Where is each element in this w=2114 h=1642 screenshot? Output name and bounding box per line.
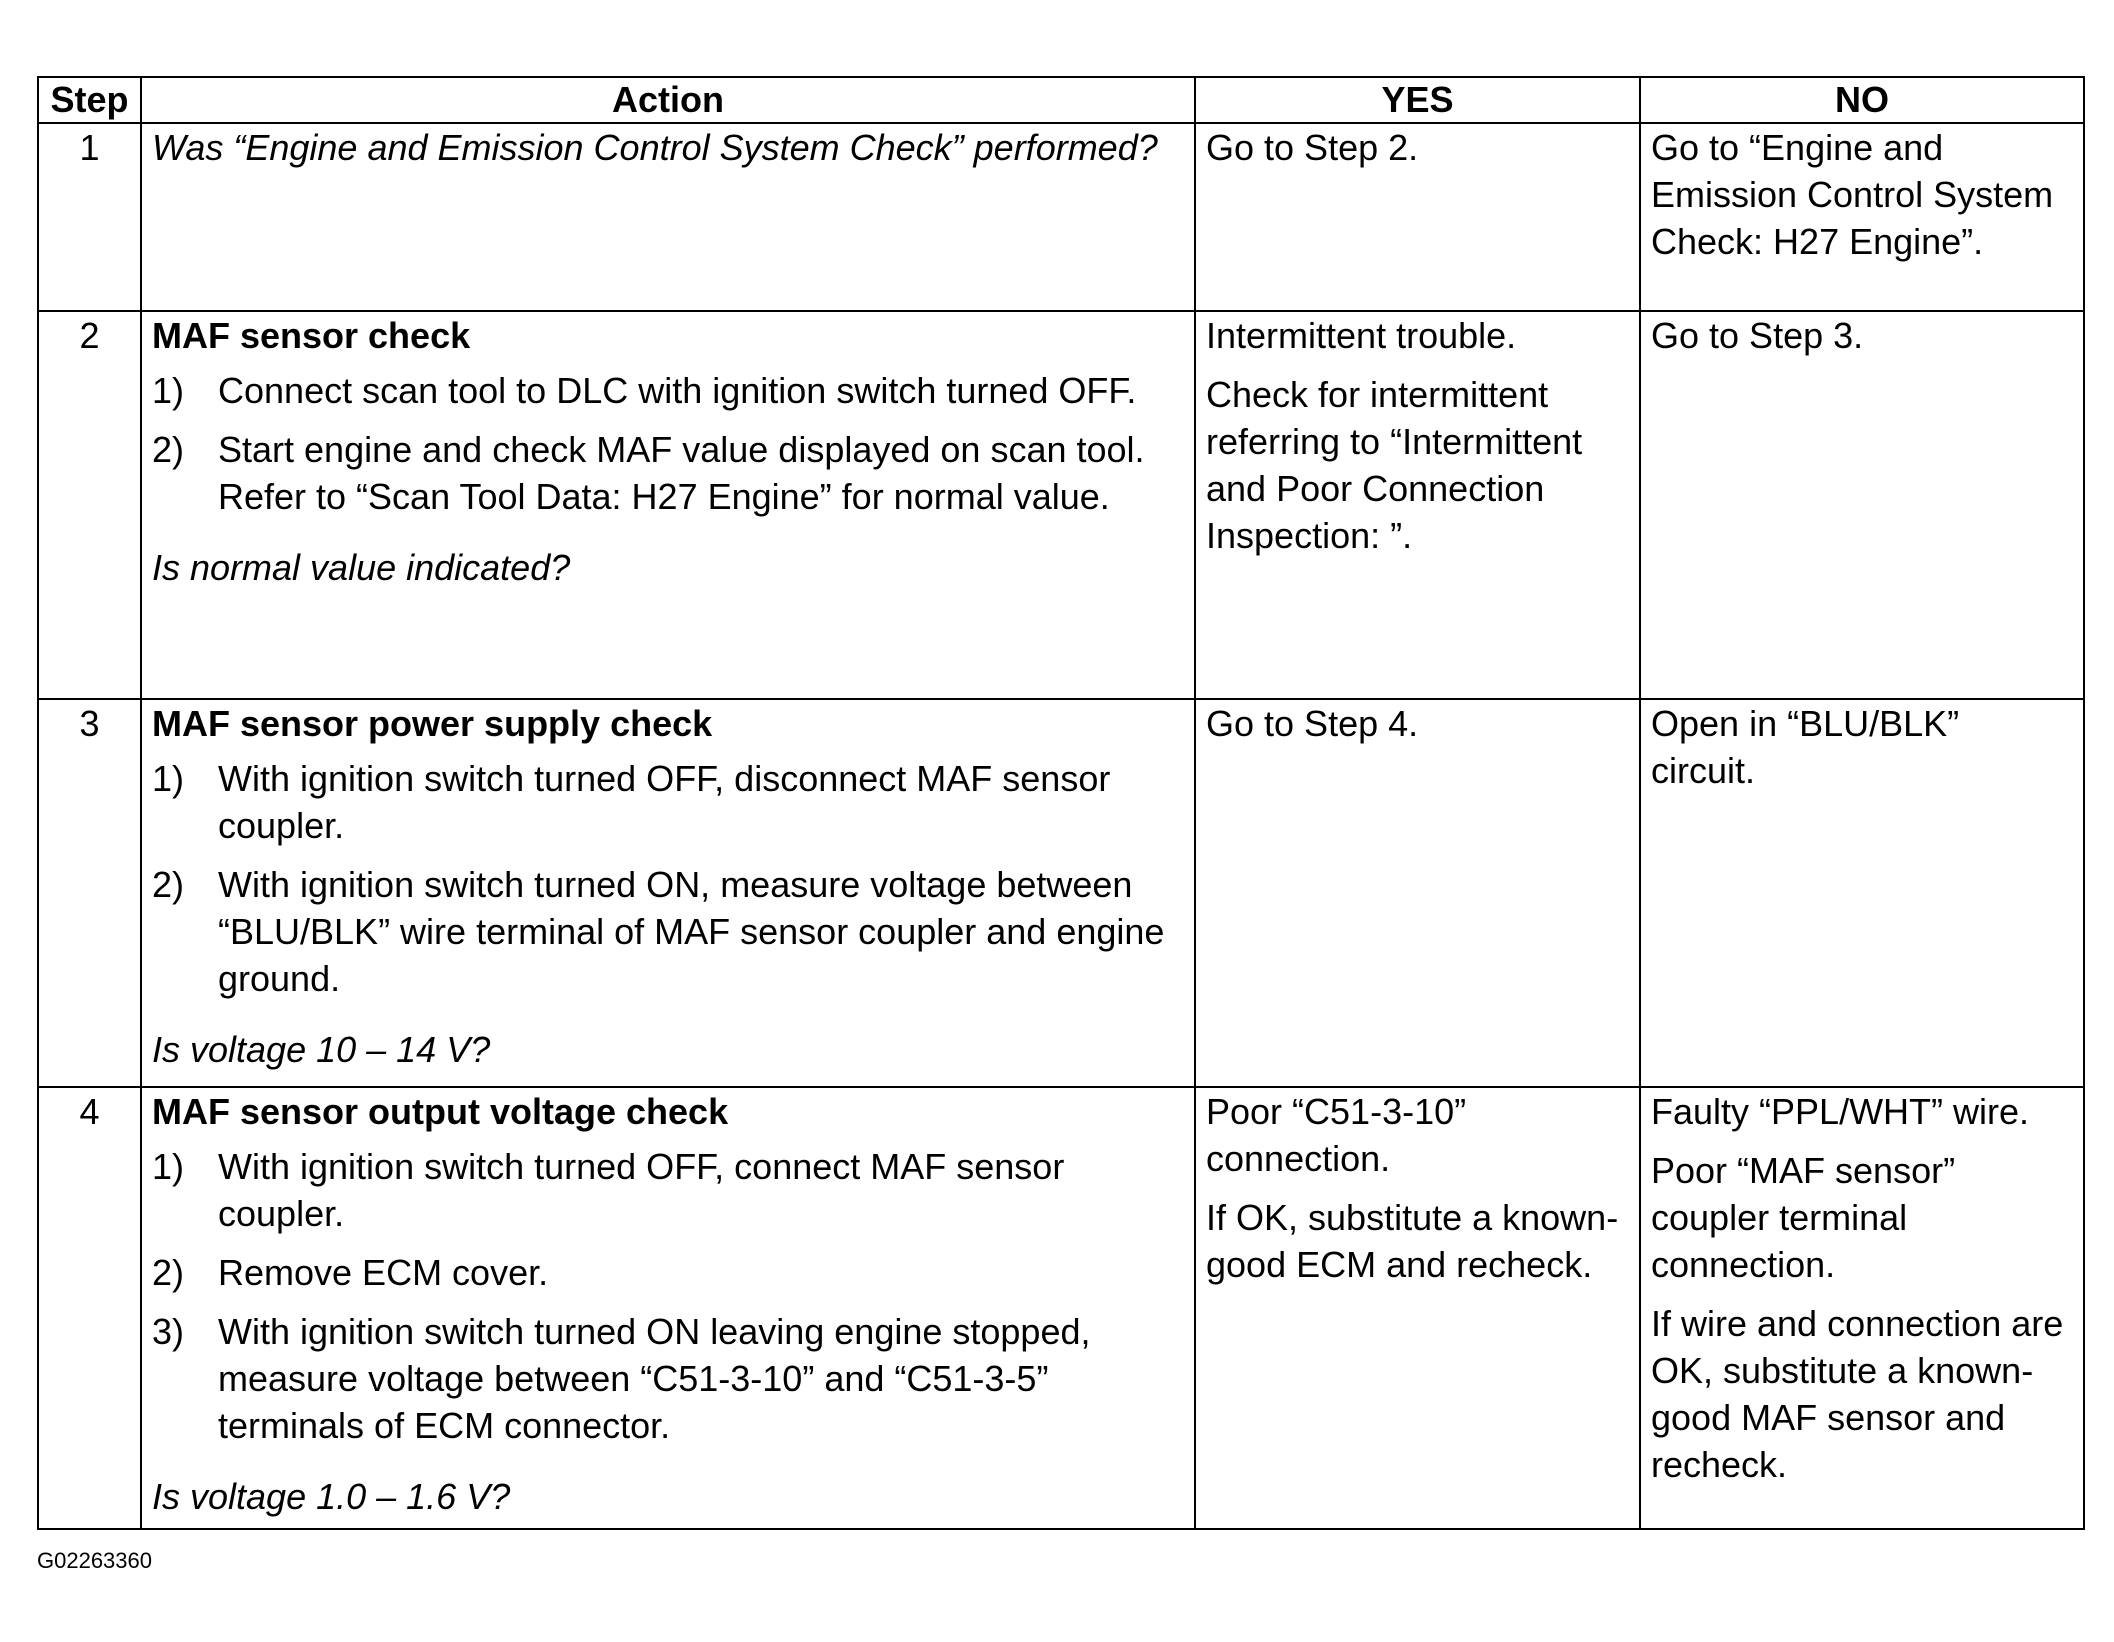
yes-cell <box>1195 1087 1640 1529</box>
no-text: Poor “MAF sensor” coupler terminal connection. <box>1651 1150 1956 1285</box>
list-item <box>152 367 1184 414</box>
action-title: MAF sensor output voltage check <box>152 1091 729 1132</box>
list-item-number: 2) <box>152 1252 185 1293</box>
yes-text: Go to Step 4. <box>1206 703 1419 744</box>
action-steps <box>152 1143 1184 1449</box>
step-number: 1 <box>38 123 141 311</box>
no-text: If wire and connection are OK, substitute a known-good MAF sensor and recheck. <box>1651 1303 2064 1485</box>
action-question: Is voltage 10 – 14 V? <box>152 1029 491 1070</box>
list-item-text: With ignition switch turned OFF, disconnect MAF sensor coupler. <box>218 758 1111 846</box>
yes-text: Poor “C51-3-10” connection. <box>1206 1091 1467 1179</box>
list-item-number: 1) <box>152 370 185 411</box>
list-item-number: 1) <box>152 1146 185 1187</box>
no-cell <box>1640 699 2084 1087</box>
figure-id: G02263360 <box>37 1548 152 1573</box>
action-cell <box>141 311 1195 699</box>
list-item-number: 2) <box>152 864 185 905</box>
list-item-text: With ignition switch turned ON leaving engine stopped, measure voltage between “C51-3-10” and “C51-3-5” terminals of ECM connector. <box>218 1311 1091 1446</box>
diagnostic-table <box>37 76 2085 1530</box>
no-cell <box>1640 123 2084 311</box>
action-steps <box>152 367 1184 520</box>
yes-text: Go to Step 2. <box>1206 127 1419 168</box>
yes-cell <box>1195 123 1640 311</box>
list-item <box>152 426 1184 520</box>
yes-cell <box>1195 699 1640 1087</box>
step-number: 4 <box>38 1087 141 1529</box>
list-item-text: With ignition switch turned OFF, connect MAF sensor coupler. <box>218 1146 1065 1234</box>
header-row <box>38 77 2084 123</box>
no-cell <box>1640 1087 2084 1529</box>
list-item-text: Connect scan tool to DLC with ignition switch turned OFF. <box>218 370 1137 411</box>
yes-text: Check for intermittent referring to “Intermittent and Poor Connection Inspection: ”. <box>1206 374 1583 556</box>
list-item <box>152 1249 1184 1296</box>
yes-text: Intermittent trouble. <box>1206 315 1517 356</box>
header-step: Step <box>38 77 141 123</box>
header-action: Action <box>141 77 1195 123</box>
table-row <box>38 1087 2084 1529</box>
table-row <box>38 123 2084 311</box>
list-item <box>152 1143 1184 1237</box>
list-item <box>152 755 1184 849</box>
yes-text: If OK, substitute a known-good ECM and recheck. <box>1206 1197 1619 1285</box>
list-item-text: Remove ECM cover. <box>218 1252 549 1293</box>
list-item-number: 2) <box>152 429 185 470</box>
action-question: Is voltage 1.0 – 1.6 V? <box>152 1476 511 1517</box>
no-cell <box>1640 311 2084 699</box>
step-number: 2 <box>38 311 141 699</box>
action-question: Was “Engine and Emission Control System Check” performed? <box>152 127 1158 168</box>
table-row <box>38 699 2084 1087</box>
action-title: MAF sensor power supply check <box>152 703 713 744</box>
list-item-number: 3) <box>152 1311 185 1352</box>
yes-cell <box>1195 311 1640 699</box>
header-yes: YES <box>1195 77 1640 123</box>
action-cell <box>141 1087 1195 1529</box>
list-item-number: 1) <box>152 758 185 799</box>
no-text: Go to Step 3. <box>1651 315 1864 356</box>
step-number: 3 <box>38 699 141 1087</box>
action-question: Is normal value indicated? <box>152 547 571 588</box>
action-cell <box>141 699 1195 1087</box>
no-text: Faulty “PPL/WHT” wire. <box>1651 1091 2030 1132</box>
action-cell <box>141 123 1195 311</box>
no-text: Open in “BLU/BLK” circuit. <box>1651 703 1960 791</box>
header-no: NO <box>1640 77 2084 123</box>
list-item <box>152 1308 1184 1449</box>
list-item-text: With ignition switch turned ON, measure voltage between “BLU/BLK” wire terminal of MAF sensor coupler and engine ground. <box>218 864 1165 999</box>
table-row <box>38 311 2084 699</box>
list-item-text: Start engine and check MAF value displayed on scan tool. Refer to “Scan Tool Data: H27 Engine” for normal value. <box>218 429 1145 517</box>
no-text: Go to “Engine and Emission Control System Check: H27 Engine”. <box>1651 127 2054 262</box>
list-item <box>152 861 1184 1002</box>
action-title: MAF sensor check <box>152 315 471 356</box>
action-steps <box>152 755 1184 1002</box>
